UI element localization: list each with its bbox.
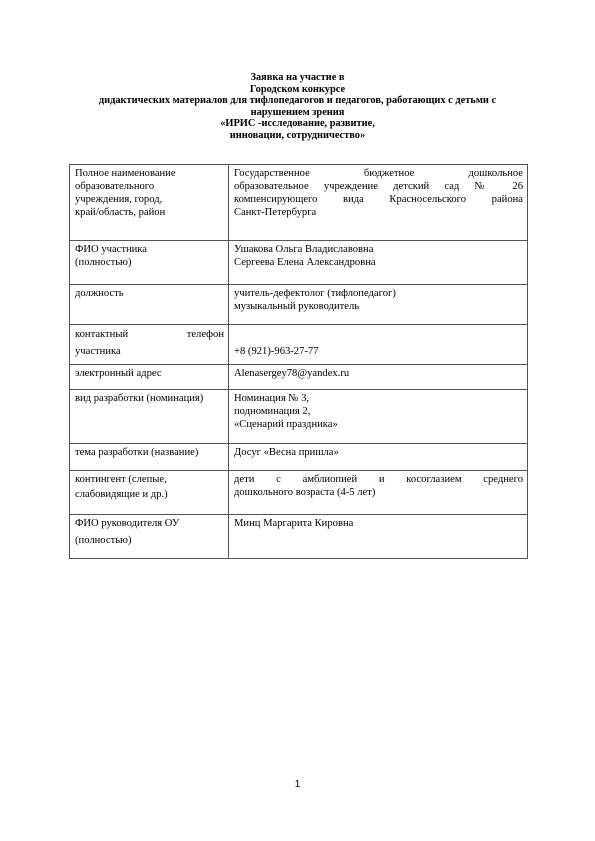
row-value-nomination: [229, 390, 528, 444]
row-value-participant-name: [229, 241, 528, 285]
value-line: Alenasergey78@yandex.ru: [234, 368, 350, 379]
title-line: дидактических материалов для тифлопедагогов и педагогов, работающих с детьми с: [98, 95, 497, 107]
value-line: образовательное учреждение детский сад № 26: [234, 181, 523, 192]
value-line: Санкт-Петербурга: [234, 207, 317, 218]
label-line: край/область, район: [75, 207, 166, 218]
label-line: вид разработки (номинация): [75, 393, 204, 404]
value-line: Ушакова Ольга Владиславовна: [234, 244, 374, 255]
page-number: 1: [294, 779, 301, 790]
row-label-topic: [70, 444, 229, 471]
value-line: Досуг «Весна пришла»: [234, 447, 339, 458]
row-label-email: [70, 365, 229, 390]
row-value-organization: [229, 165, 528, 241]
label-line: контингент (слепые,: [75, 474, 167, 485]
label-line: ФИО руководителя ОУ: [75, 518, 180, 529]
table-row: [70, 285, 528, 325]
title-line: Городском конкурсе: [249, 83, 346, 95]
table-row: [70, 515, 528, 559]
label-line: слабовидящие и др.): [75, 489, 168, 500]
value-line: компенсирующего вида Красносельского района: [234, 194, 523, 205]
value-line: Номинация № 3,: [234, 393, 310, 404]
row-label-head-name: [70, 515, 229, 559]
table-row: [70, 241, 528, 285]
label-line: контактный телефон: [75, 329, 224, 340]
title-line: нарушением зрения: [250, 106, 345, 118]
table-row: [70, 390, 528, 444]
value-line: дошкольного возраста (4-5 лет): [234, 487, 376, 498]
application-form-table: [69, 164, 528, 559]
value-line: Сергеева Елена Александровна: [234, 257, 376, 268]
label-line: электронный адрес: [75, 368, 162, 379]
row-value-position: [229, 285, 528, 325]
label-line: участника: [75, 346, 121, 357]
label-line: тема разработки (название): [75, 447, 199, 458]
table-row: [70, 471, 528, 515]
value-line: подноминация 2,: [234, 406, 311, 417]
row-value-head-name: [229, 515, 528, 559]
label-line: учреждения, город,: [75, 194, 163, 205]
table-row: [70, 165, 528, 241]
row-value-email: [229, 365, 528, 390]
label-line: ФИО участника: [75, 244, 148, 255]
title-line: Заявка на участие в: [250, 72, 345, 83]
row-label-organization: [70, 165, 229, 241]
row-label-phone: [70, 325, 229, 365]
value-line: учитель-дефектолог (тифлопедагог): [234, 288, 396, 299]
value-line: +8 (921)-963-27-77: [234, 346, 319, 357]
value-line: музыкальный руководитель: [234, 301, 360, 312]
row-label-nomination: [70, 390, 229, 444]
document-title: [0, 72, 595, 142]
table-row: [70, 444, 528, 471]
row-label-participant-name: [70, 241, 229, 285]
value-line: Государственное бюджетное дошкольное: [234, 168, 523, 179]
row-value-contingent: [229, 471, 528, 515]
value-line: «Сценарий праздника»: [234, 419, 338, 430]
table-row: [70, 325, 528, 365]
value-line: дети с амблиопией и косоглазием среднего: [234, 474, 523, 485]
row-label-position: [70, 285, 229, 325]
row-value-phone: [229, 325, 528, 365]
label-line: (полностью): [75, 535, 132, 546]
label-line: (полностью): [75, 257, 132, 268]
value-line: Минц Маргарита Кировна: [234, 518, 354, 529]
label-line: Полное наименование: [75, 168, 176, 179]
label-line: образовательного: [75, 181, 155, 192]
title-line: «ИРИС -исследование, развитие,: [220, 118, 375, 130]
row-value-topic: [229, 444, 528, 471]
label-line: должность: [75, 288, 124, 299]
table-row: [70, 365, 528, 390]
row-label-contingent: [70, 471, 229, 515]
title-line: инновации, сотрудничество»: [229, 129, 366, 141]
value-line: [234, 328, 523, 342]
